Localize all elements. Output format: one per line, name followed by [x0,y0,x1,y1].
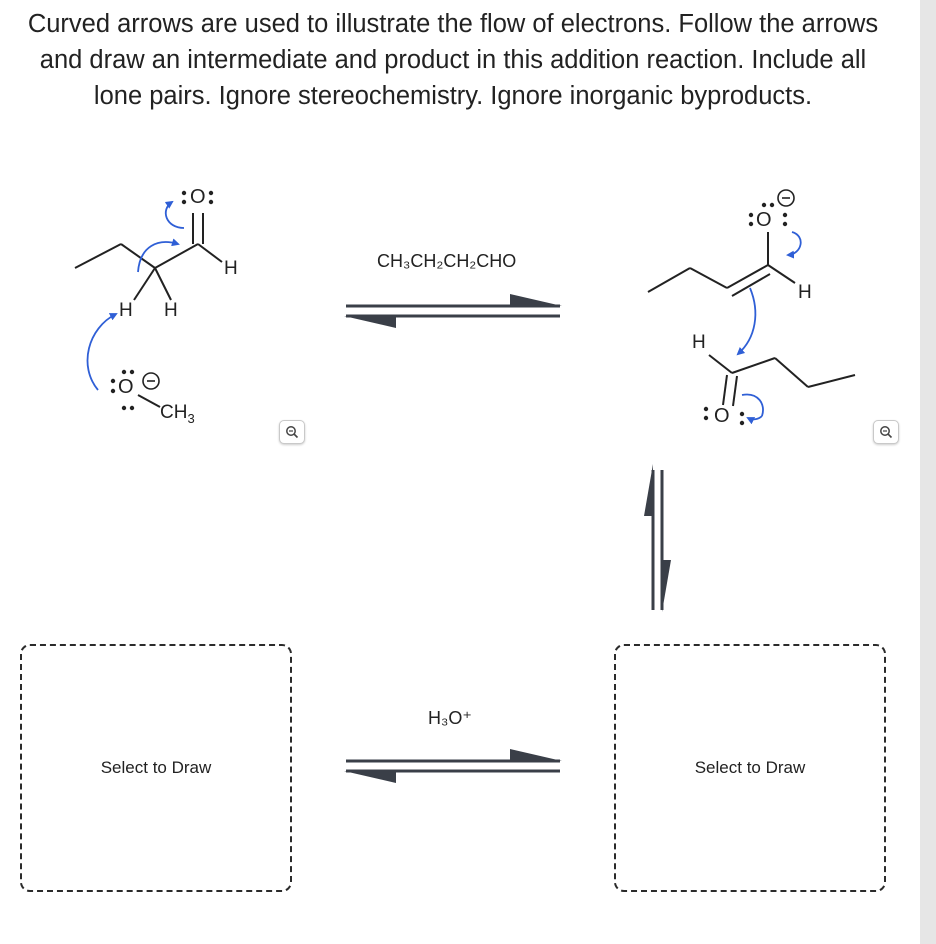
question-line-1: Curved arrows are used to illustrate the flow of electrons. Follow the arrows [27,10,879,38]
starting-aldehyde-bonds [75,213,222,300]
equilibrium-arrow-2 [344,749,562,783]
methyl-label: $CH_3$ [160,402,195,426]
aldehyde-h-label: H [224,258,238,279]
enolate-bonds [648,232,795,296]
alpha-h-left-label: H [119,300,133,321]
reagent-step-1: CH₃CH₂CH₂CHO [377,251,517,271]
intermediate-draw-box[interactable] [20,644,292,892]
enolate-curved-arrows [738,232,801,419]
methoxide-oxygen-label: O [118,376,134,398]
enolate-charge [778,190,794,206]
equilibrium-arrow-vertical [644,464,671,612]
product-draw-box[interactable] [614,644,886,892]
methoxide-bond [138,395,160,407]
second-aldehyde-h-label: H [692,332,706,353]
question-line-2: and draw an intermediate and product in this addition reaction. Include all [39,46,867,74]
magnifier-icon [879,425,893,439]
magnifier-icon [285,425,299,439]
intermediate-draw-label: Select to Draw [100,758,212,777]
question-line-3: lone pairs. Ignore stereochemistry. Ignore inorganic byproducts. [93,82,813,110]
second-aldehyde-bonds [709,355,855,406]
alpha-h-right-label: H [164,300,178,321]
carbonyl-oxygen-label: O [190,186,206,208]
reagent-step-2: H₃O⁺ [428,708,472,728]
zoom-button-left[interactable] [279,420,305,444]
enolate-oxygen-label: O [756,209,772,231]
second-carbonyl-oxygen-label: O [714,405,730,427]
zoom-button-right[interactable] [873,420,899,444]
methoxide-charge [143,373,159,389]
product-draw-label: Select to Draw [694,758,806,777]
vinyl-h-label: H [798,282,812,303]
equilibrium-arrow-1 [344,294,562,328]
